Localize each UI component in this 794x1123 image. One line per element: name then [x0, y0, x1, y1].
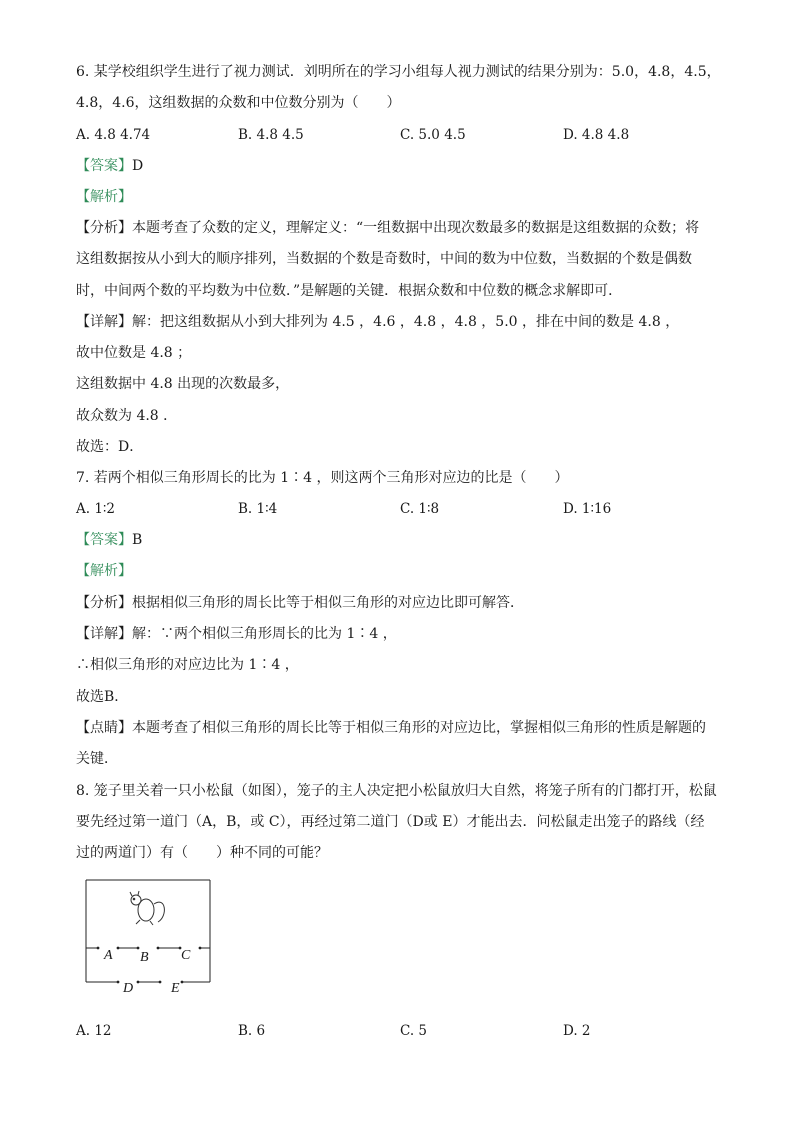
q7-dianjing-text1: 本题考查了相似三角形的周长比等于相似三角形的对应边比，掌握相似三角形的性质是解题的 [132, 720, 706, 736]
q7-xiangjie-line2: ∴相似三角形的对应边比为 1∶4 ， [76, 657, 299, 673]
xiangjie-tag: 【详解】 [76, 314, 132, 330]
q6-xiangjie-line1 [76, 313, 679, 331]
q7-fenxi-line [76, 594, 524, 612]
door-label-a: A [104, 948, 113, 963]
q6-fenxi-line3: 时，中间两个数的平均数为中位数．”是解题的关键．根据众数和中位数的概念求解即可． [76, 283, 623, 299]
q7-option-b: B. 1∶4 [238, 501, 278, 517]
q6-stem-line1: 6. 某学校组织学生进行了视力测试．刘明所在的学习小组每人视力测试的结果分别为：5.0，4.8，4.5， [76, 64, 721, 80]
fenxi-tag: 【分析】 [76, 220, 132, 236]
q7-answer-line [76, 531, 142, 549]
q6-xiangjie-line2: 故中位数是 4.8 ； [76, 345, 192, 361]
answer-tag: 【答案】 [76, 158, 132, 174]
q6-fenxi-line2: 这组数据按从小到大的顺序排列，当数据的个数是奇数时，中间的数为中位数，当数据的个数是偶数 [76, 251, 692, 267]
q8-option-d: D. 2 [563, 1023, 591, 1039]
q7-fenxi-text: 根据相似三角形的周长比等于相似三角形的对应边比即可解答． [132, 595, 524, 611]
door-label-b: B [140, 950, 149, 965]
xiangjie-tag: 【详解】 [76, 626, 132, 642]
door-label-e: E [171, 981, 180, 996]
q7-stem: 7. 若两个相似三角形周长的比为 1∶4 ，则这两个三角形对应边的比是（ ） [76, 470, 569, 486]
analysis-tag: 【解析】 [76, 563, 132, 579]
q6-option-a: A. 4.8 4.74 [76, 127, 151, 143]
q8-stem-line1: 8. 笼子里关着一只小松鼠（如图），笼子的主人决定把小松鼠放归大自然，将笼子所有的门都打开，松鼠 [76, 783, 717, 799]
cage-figure [80, 870, 220, 996]
dianjing-tag: 【点睛】 [76, 720, 132, 736]
q8-option-c: C. 5 [400, 1023, 428, 1039]
q6-answer-line [76, 157, 143, 175]
q6-xiangjie-line4: 故众数为 4.8 ． [76, 408, 178, 424]
q6-xiangjie-line5: 故选：D． [76, 439, 144, 455]
analysis-tag: 【解析】 [76, 189, 132, 205]
q6-option-b: B. 4.8 4.5 [238, 127, 304, 143]
cage-diagram [80, 870, 220, 990]
q7-dianjing-line2: 关键． [76, 751, 118, 767]
q8-option-b: B. 6 [238, 1023, 266, 1039]
q7-option-c: C. 1∶8 [400, 501, 440, 517]
q8-option-a: A. 12 [76, 1023, 112, 1039]
door-label-d: D [123, 981, 134, 996]
q8-stem-line2: 要先经过第一道门（A，B，或 C），再经过第二道门（D或 E）才能出去．问松鼠走出笼子的路线（经 [76, 814, 705, 830]
q7-option-d: D. 1∶16 [563, 501, 612, 517]
q6-option-c: C. 5.0 4.5 [400, 127, 466, 143]
q7-option-a: A. 1∶2 [76, 501, 116, 517]
q8-stem-line3: 过的两道门）有（ ）种不同的可能？ [76, 845, 328, 861]
q7-xiangjie-line1 [76, 625, 397, 643]
q6-stem-line2: 4.8，4.6，这组数据的众数和中位数分别为（ ） [76, 95, 401, 111]
door-label-c: C [181, 948, 191, 963]
q6-fenxi-text1: 本题考查了众数的定义，理解定义：“一组数据中出现次数最多的数据是这组数据的众数；将 [132, 220, 700, 236]
q7-answer: B [132, 532, 143, 548]
q6-fenxi-line1 [76, 219, 699, 237]
fenxi-tag: 【分析】 [76, 595, 132, 611]
q7-xiangjie-text: 解：∵两个相似三角形周长的比为 1∶4 ， [132, 626, 397, 642]
q7-analysis-line [76, 562, 132, 580]
q7-dianjing-line1 [76, 719, 706, 737]
q6-analysis-line [76, 188, 132, 206]
squirrel-icon [130, 891, 164, 925]
q6-xiangjie-line3: 这组数据中 4.8 出现的次数最多， [76, 376, 290, 392]
q6-xiangjie-text1: 解：把这组数据从小到大排列为 4.5 ，4.6 ，4.8 ，4.8 ，5.0 ，排在中间的数是 4.8 ， [132, 314, 680, 330]
q6-answer: D [132, 158, 144, 174]
q6-option-d: D. 4.8 4.8 [563, 127, 630, 143]
answer-tag: 【答案】 [76, 532, 132, 548]
q7-xiangjie-line3: 故选B． [76, 689, 129, 705]
